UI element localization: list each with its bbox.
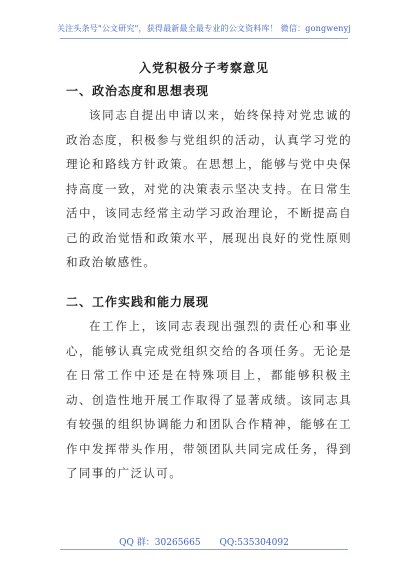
section-paragraph-work: 在工作上，该同志表现出强烈的责任心和事业心，能够认真完成党组织交给的各项任务。无论是在日常工作中还是在特殊项目上，都能够积极主动、创造性地开展工作取得了显著成绩。该同志具有较强的组织协调能力和团队合作精神，能够在工作中发挥带头作用，带领团队共同完成任务，得到了同事的广泛认可。 — [66, 319, 352, 480]
header-divider — [60, 38, 348, 39]
section-heading-political: 一、政治态度和思想表现 — [66, 84, 210, 98]
footer-qq-group: QQ 群：30265665 — [119, 538, 201, 548]
footer-qq-number: QQ:535304092 — [219, 538, 289, 548]
header-promo-note: 关注头条号"公文研究"，获得最新最全最专业的公文资料库！ 微信：gongwenyj — [56, 24, 352, 33]
section-paragraph-political: 该同志自提出申请以来，始终保持对党忠诚的政治态度，积极参与党组织的活动，认真学习党的理论和路线方针政策。在思想上，能够与党中央保持高度一致，对党的决策表示坚决支持。在日常生活中，该同志经常主动学习政治理论，不断提高自己的政治觉悟和政策水平，展现出良好的党性原则和政治敏感性。 — [66, 108, 352, 269]
section-heading-work: 二、工作实践和能力展现 — [66, 295, 210, 309]
document-title: 入党积极分子考察意见 — [138, 61, 269, 75]
footer-divider — [60, 549, 348, 550]
footer-contact — [0, 535, 408, 548]
